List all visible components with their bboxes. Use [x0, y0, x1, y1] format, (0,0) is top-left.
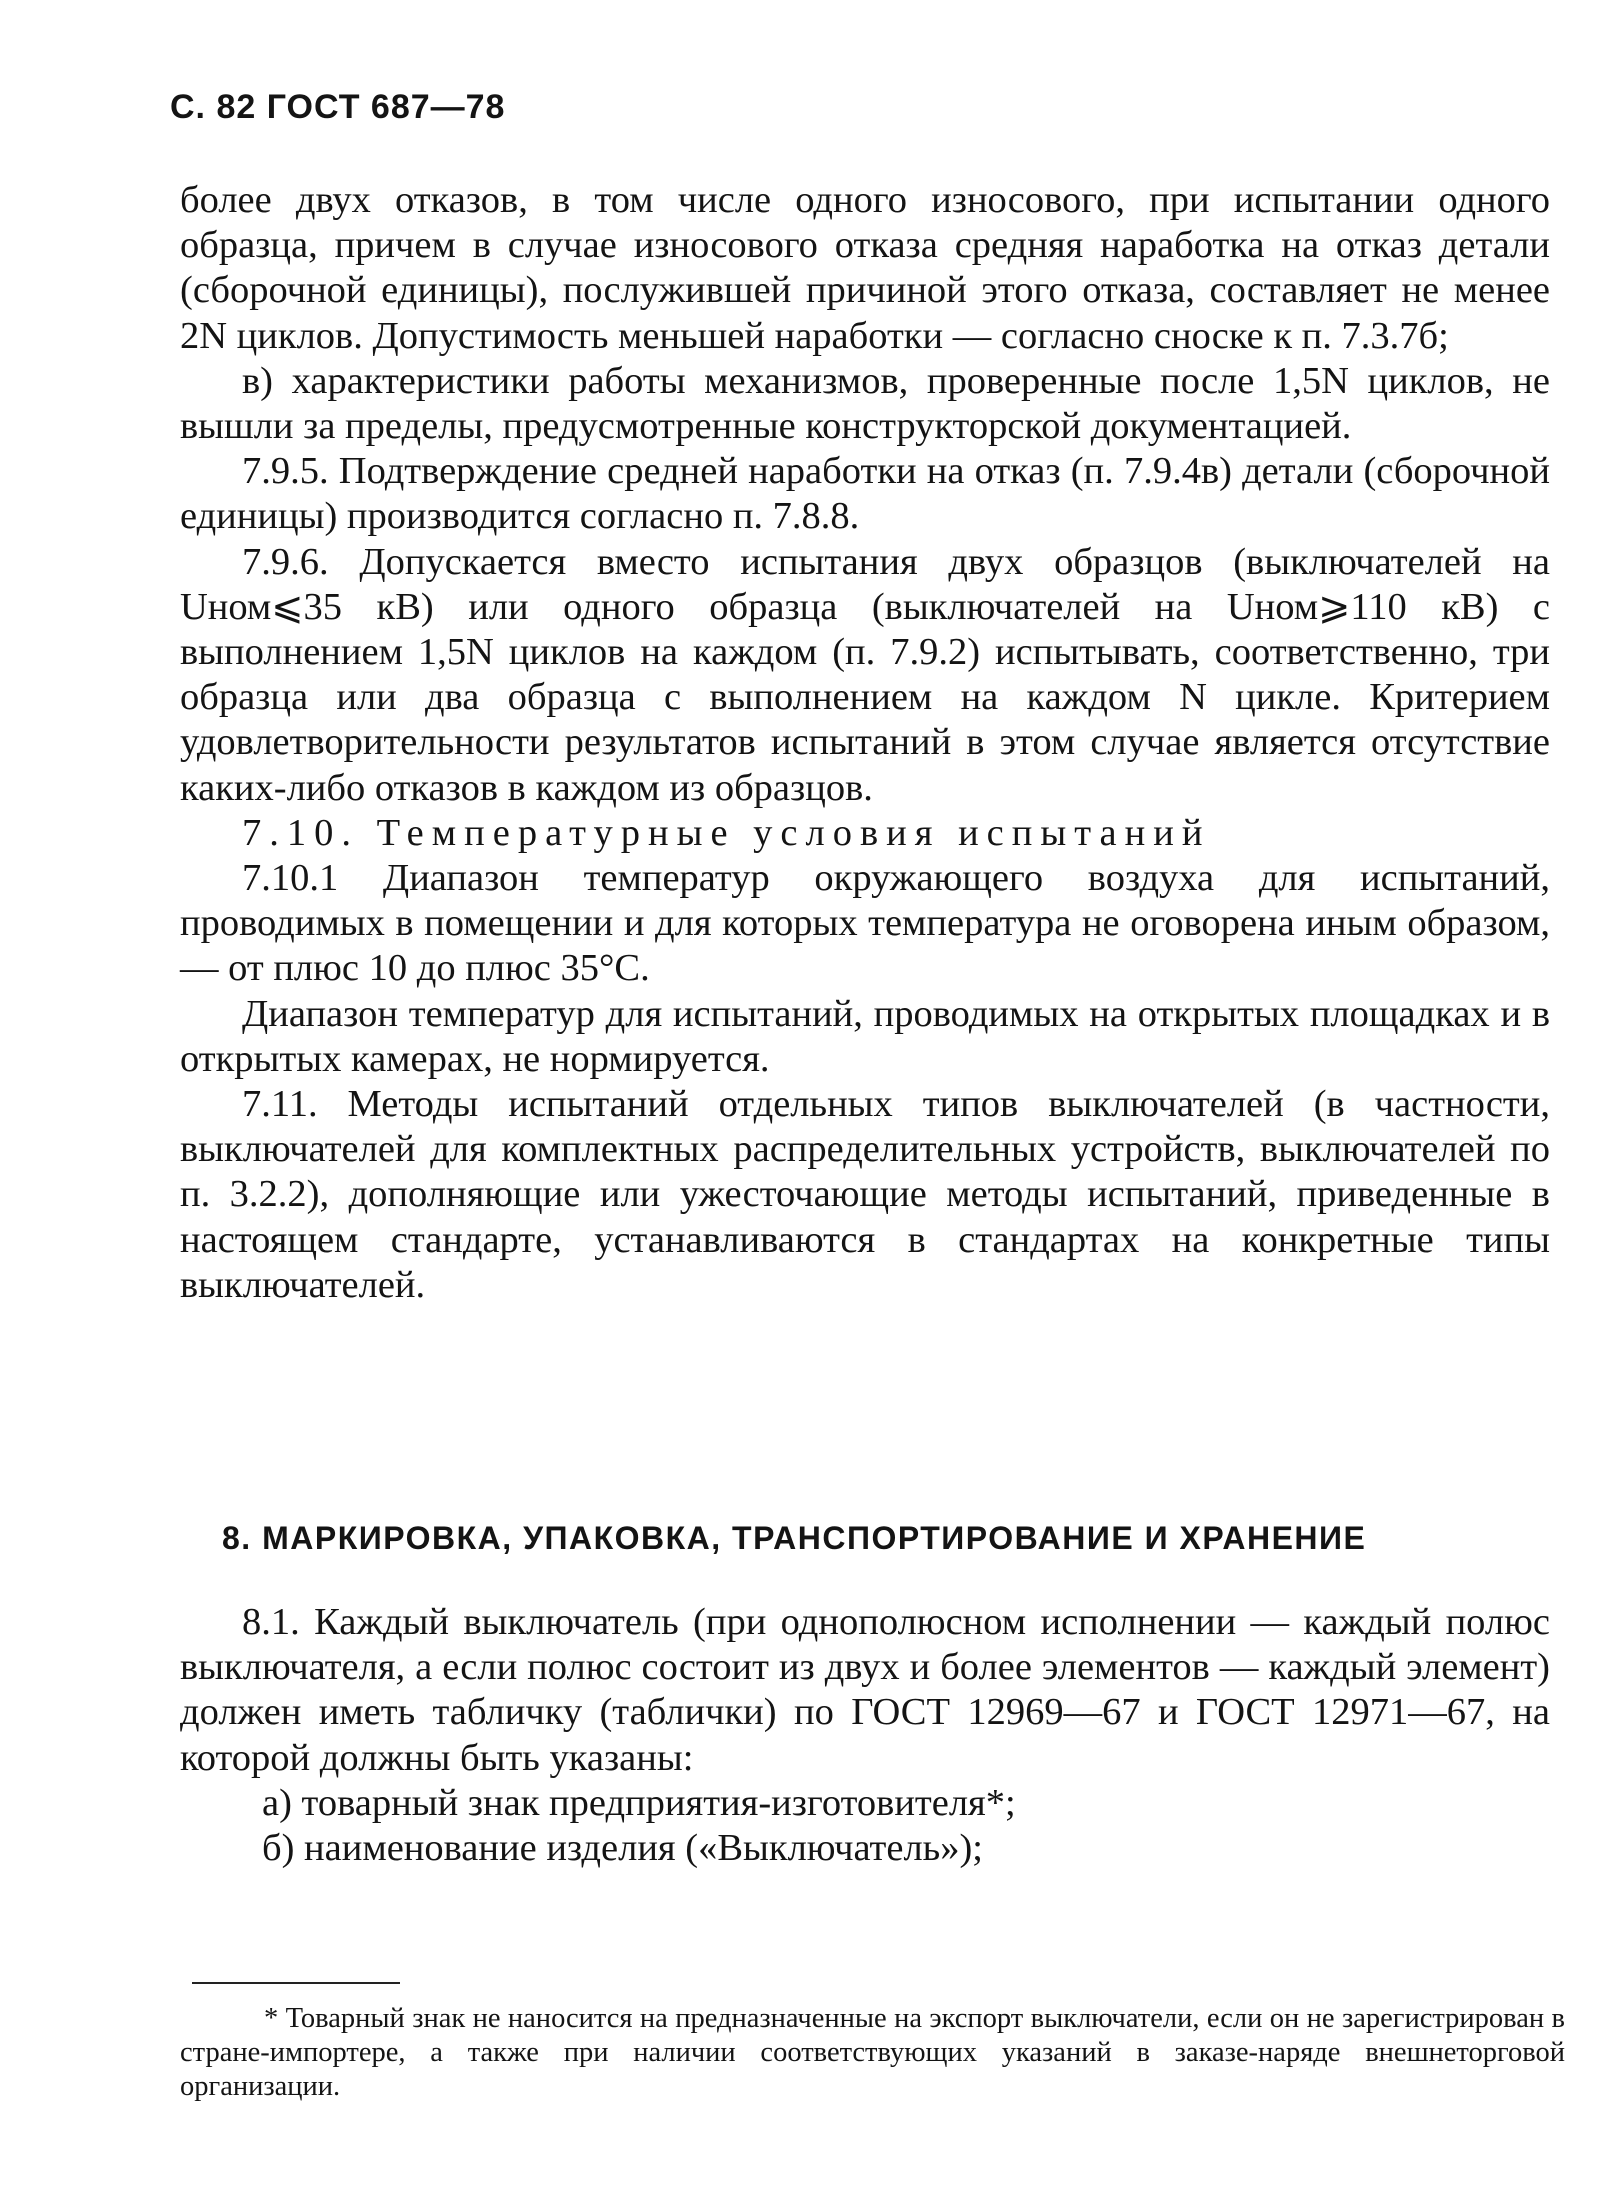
- paragraph-temperature-open: Диапазон температур для испытаний, проводимых на открытых площадках и в открытых камерах, не нормируется.: [180, 992, 1550, 1080]
- paragraph-7-11: 7.11. Методы испытаний отдельных типов выключателей (в частности, выключателей для комплектных распределительных устройств, выключателей по п. 3.2.2), дополняющие или ужесточающие методы испытаний, приведенные в настоящем стандарте, устанавливаются в стандартах на конкретные типы выключателей.: [180, 1083, 1550, 1306]
- main-text: [180, 178, 1550, 1308]
- list-item-b: б) наименование изделия («Выключатель»);: [262, 1827, 983, 1870]
- paragraph-8-1: 8.1. Каждый выключатель (при однополюсном исполнении — каждый полюс выключателя, а если полюс состоит из двух и более элементов — каждый элемент) должен иметь табличку (таблички) по ГОСТ 12969—67 и ГОСТ 12971—67, на которой должны быть указаны:: [180, 1601, 1550, 1779]
- footnote-separator: [192, 1982, 400, 1984]
- paragraph-7-10-title: 7.10. Температурные условия испытаний: [242, 811, 1211, 854]
- paragraph-7-9-6: 7.9.6. Допускается вместо испытания двух образцов (выключателей на Uном⩽35 кВ) или одного образца (выключателей на Uном⩾110 кВ) с выполнением 1,5N циклов на каждом (п. 7.9.2) испытывать, соответственно, три образца или два образца с выполнением на каждом N цикле. Критерием удовлетворительности результатов испытаний в этом случае является отсутствие каких-либо отказов в каждом из образцов.: [180, 540, 1550, 809]
- paragraph-7-9-5: 7.9.5. Подтверждение средней наработки на отказ (п. 7.9.4в) детали (сборочной единицы) производится согласно п. 7.8.8.: [180, 450, 1550, 538]
- footnote-text: * Товарный знак не наносится на предназначенные на экспорт выключатели, если он не зарегистрирован в стране-импортере, а также при наличии соответствующих указаний в заказе-наряде внешнеторговой организации.: [180, 2003, 1565, 2102]
- list-item-a: а) товарный знак предприятия-изготовителя*;: [262, 1781, 1016, 1824]
- page-header: С. 82 ГОСТ 687—78: [170, 88, 506, 126]
- section-heading: 8. МАРКИРОВКА, УПАКОВКА, ТРАНСПОРТИРОВАНИЕ И ХРАНЕНИЕ: [222, 1520, 1367, 1556]
- paragraph-7-10-1: 7.10.1 Диапазон температур окружающего воздуха для испытаний, проводимых в помещении и для которых температура не оговорена иным образом, — от плюс 10 до плюс 35°С.: [180, 857, 1550, 990]
- section-8-text: [180, 1600, 1550, 1871]
- paragraph-item-v: в) характеристики работы механизмов, проверенные после 1,5N циклов, не вышли за пределы, предусмотренные конструкторской документацией.: [180, 359, 1550, 448]
- paragraph-continuation: более двух отказов, в том числе одного износового, при испытании одного образца, причем в случае износового отказа средняя наработка на отказ детали (сборочной единицы), послужившей причиной этого отказа, составляет не менее 2N циклов. Допустимость меньшей наработки — согласно сноске к п. 7.3.7б;: [180, 179, 1550, 357]
- footnote: [180, 2002, 1565, 2104]
